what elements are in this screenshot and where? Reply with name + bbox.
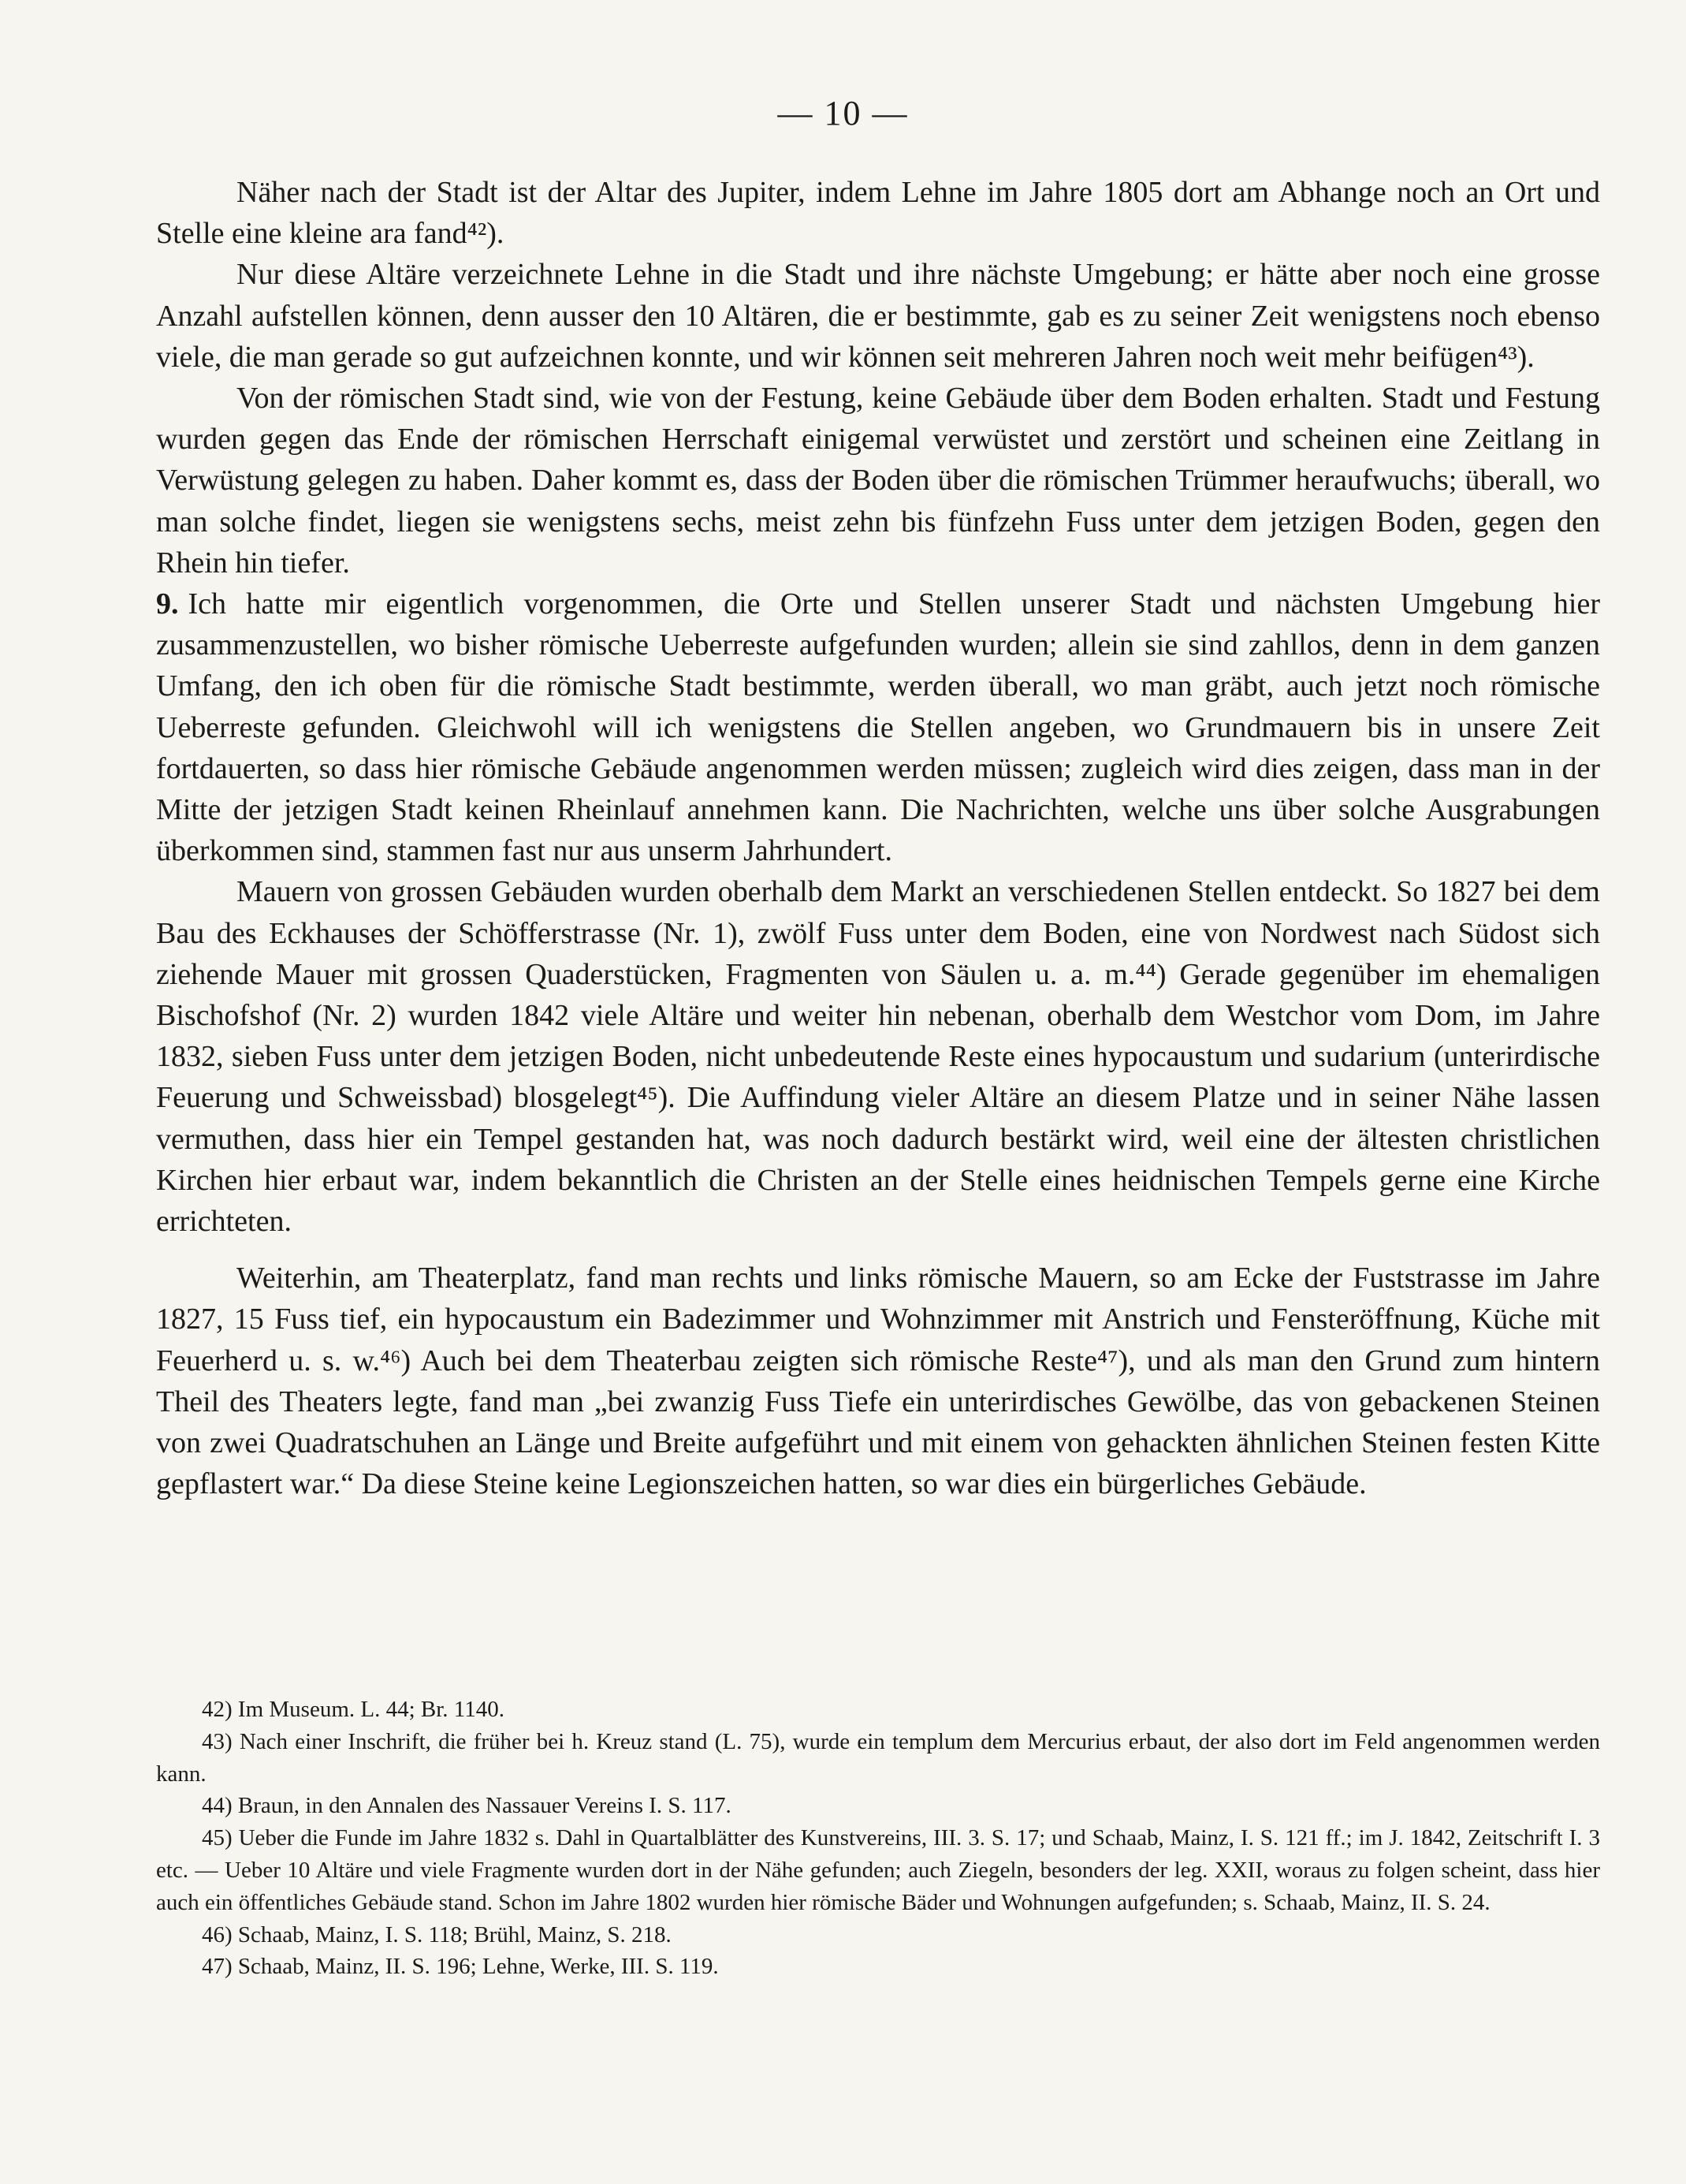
- paragraph: Weiterhin, am Theaterplatz, fand man rechts und links römische Mauern, so am Ecke der Fuststrasse im Jahre 1827, 15 Fuss tief, ein hypocaustum ein Badezimmer und Wohnzimmer mit Anstrich und Fensteröffnung, Küche mit Feuerherd u. s. w.⁴⁶) Auch bei dem Theaterbau zeigten sich römische Reste⁴⁷), und als man den Grund zum hintern Theil des Theaters legte, fand man „bei zwanzig Fuss Tiefe ein unterirdisches Gewölbe, das von gebackenen Steinen von zwei Quadratschuhen an Länge und Breite aufgeführt und mit einem von gehackten ähnlichen Steinen festen Kitte gepflastert war.“ Da diese Steine keine Legionszeichen hatten, so war dies ein bürgerliches Gebäude.: [156, 1262, 1600, 1501]
- paragraph: Näher nach der Stadt ist der Altar des Jupiter, indem Lehne im Jahre 1805 dort am Abhange noch an Ort und Stelle eine kleine ara fand⁴²).: [156, 176, 1600, 251]
- paragraph: Nur diese Altäre verzeichnete Lehne in die Stadt und ihre nächste Umgebung; er hätte aber noch eine grosse Anzahl aufstellen können, denn ausser den 10 Altären, die er bestimmte, gab es zu seiner Zeit wenigstens noch ebenso viele, die man gerade so gut aufzeichnen konnte, und wir können seit mehreren Jahren noch weit mehr beifügen⁴³).: [156, 258, 1600, 374]
- footnote: 44) Braun, in den Annalen des Nassauer Vereins I. S. 117.: [202, 1793, 731, 1819]
- page-number: — 10 —: [777, 94, 909, 132]
- footnote: 42) Im Museum. L. 44; Br. 1140.: [202, 1697, 504, 1722]
- footnote: 47) Schaab, Mainz, II. S. 196; Lehne, Werke, III. S. 119.: [202, 1954, 719, 1980]
- footnotes: [156, 1694, 1600, 1983]
- footnote: 43) Nach einer Inschrift, die früher bei h. Kreuz stand (L. 75), wurde ein templum dem Mercurius erbaut, der also dort im Feld angenommen werden kann.: [156, 1728, 1600, 1787]
- paragraph: Von der römischen Stadt sind, wie von der Festung, keine Gebäude über dem Boden erhalten. Stadt und Festung wurden gegen das Ende der römischen Herrschaft einigemal verwüstet und zerstört und scheinen eine Zeitlang in Verwüstung gelegen zu haben. Daher kommt es, dass der Boden über die römischen Trümmer heraufwuchs; überall, wo man solche findet, liegen sie wenigstens sechs, meist zehn bis fünfzehn Fuss unter dem jetzigen Boden, gegen den Rhein hin tiefer.: [156, 382, 1600, 580]
- main-text: [156, 172, 1600, 1505]
- section-number: 9.: [156, 587, 179, 621]
- section-paragraph: [156, 583, 1600, 871]
- footnote: 46) Schaab, Mainz, I. S. 118; Brühl, Mainz, S. 218.: [202, 1921, 672, 1947]
- paragraph: Mauern von grossen Gebäuden wurden oberhalb dem Markt an verschiedenen Stellen entdeckt. So 1827 bei dem Bau des Eckhauses der Schöfferstrasse (Nr. 1), zwölf Fuss unter dem Boden, eine von Nordwest nach Südost sich ziehende Mauer mit grossen Quaderstücken, Fragmenten von Säulen u. a. m.⁴⁴) Gerade gegenüber im ehemaligen Bischofshof (Nr. 2) wurden 1842 viele Altäre und weiter hin nebenan, oberhalb dem Westchor vom Dom, im Jahre 1832, sieben Fuss unter dem jetzigen Boden, nicht unbedeutende Reste eines hypocaustum und sudarium (unterirdische Feuerung und Schweissbad) blosgelegt⁴⁵). Die Auffindung vieler Altäre an diesem Platze und in seiner Nähe lassen vermuthen, dass hier ein Tempel gestanden hat, was noch dadurch bestärkt wird, weil eine der ältesten christlichen Kirchen hier erbaut war, indem bekanntlich die Christen an der Stelle eines heidnischen Tempels gerne eine Kirche errichteten.: [156, 875, 1600, 1239]
- footnote: 45) Ueber die Funde im Jahre 1832 s. Dahl in Quartalblätter des Kunstvereins, III. 3. S. 17; und Schaab, Mainz, I. S. 121 ff.; im J. 1842, Zeitschrift I. 3 etc. — Ueber 10 Altäre und viele Fragmente wurden dort in der Nähe gefunden; auch Ziegeln, besonders der leg. XXII, woraus zu folgen scheint, dass hier auch ein öffentliches Gebäude stand. Schon im Jahre 1802 wurden hier römische Bäder und Wohnungen aufgefunden; s. Schaab, Mainz, II. S. 24.: [156, 1825, 1600, 1915]
- paragraph-text: Ich hatte mir eigentlich vorgenommen, die Orte und Stellen unserer Stadt und nächsten Umgebung hier zusammenzustellen, wo bisher römische Ueberreste aufgefunden wurden; allein sie sind zahllos, denn in dem ganzen Umfang, den ich oben für die römische Stadt bestimmte, werden überall, wo man gräbt, auch jetzt noch römische Ueberreste gefunden. Gleichwohl will ich wenigstens die Stellen angeben, wo Grundmauern bis in unsere Zeit fortdauerten, so dass hier römische Gebäude angenommen werden müssen; zugleich wird dies zeigen, dass man in der Mitte der jetzigen Stadt keinen Rheinlauf annehmen kann. Die Nachrichten, welche uns über solche Ausgrabungen überkommen sind, stammen fast nur aus unserm Jahrhundert.: [156, 587, 1600, 868]
